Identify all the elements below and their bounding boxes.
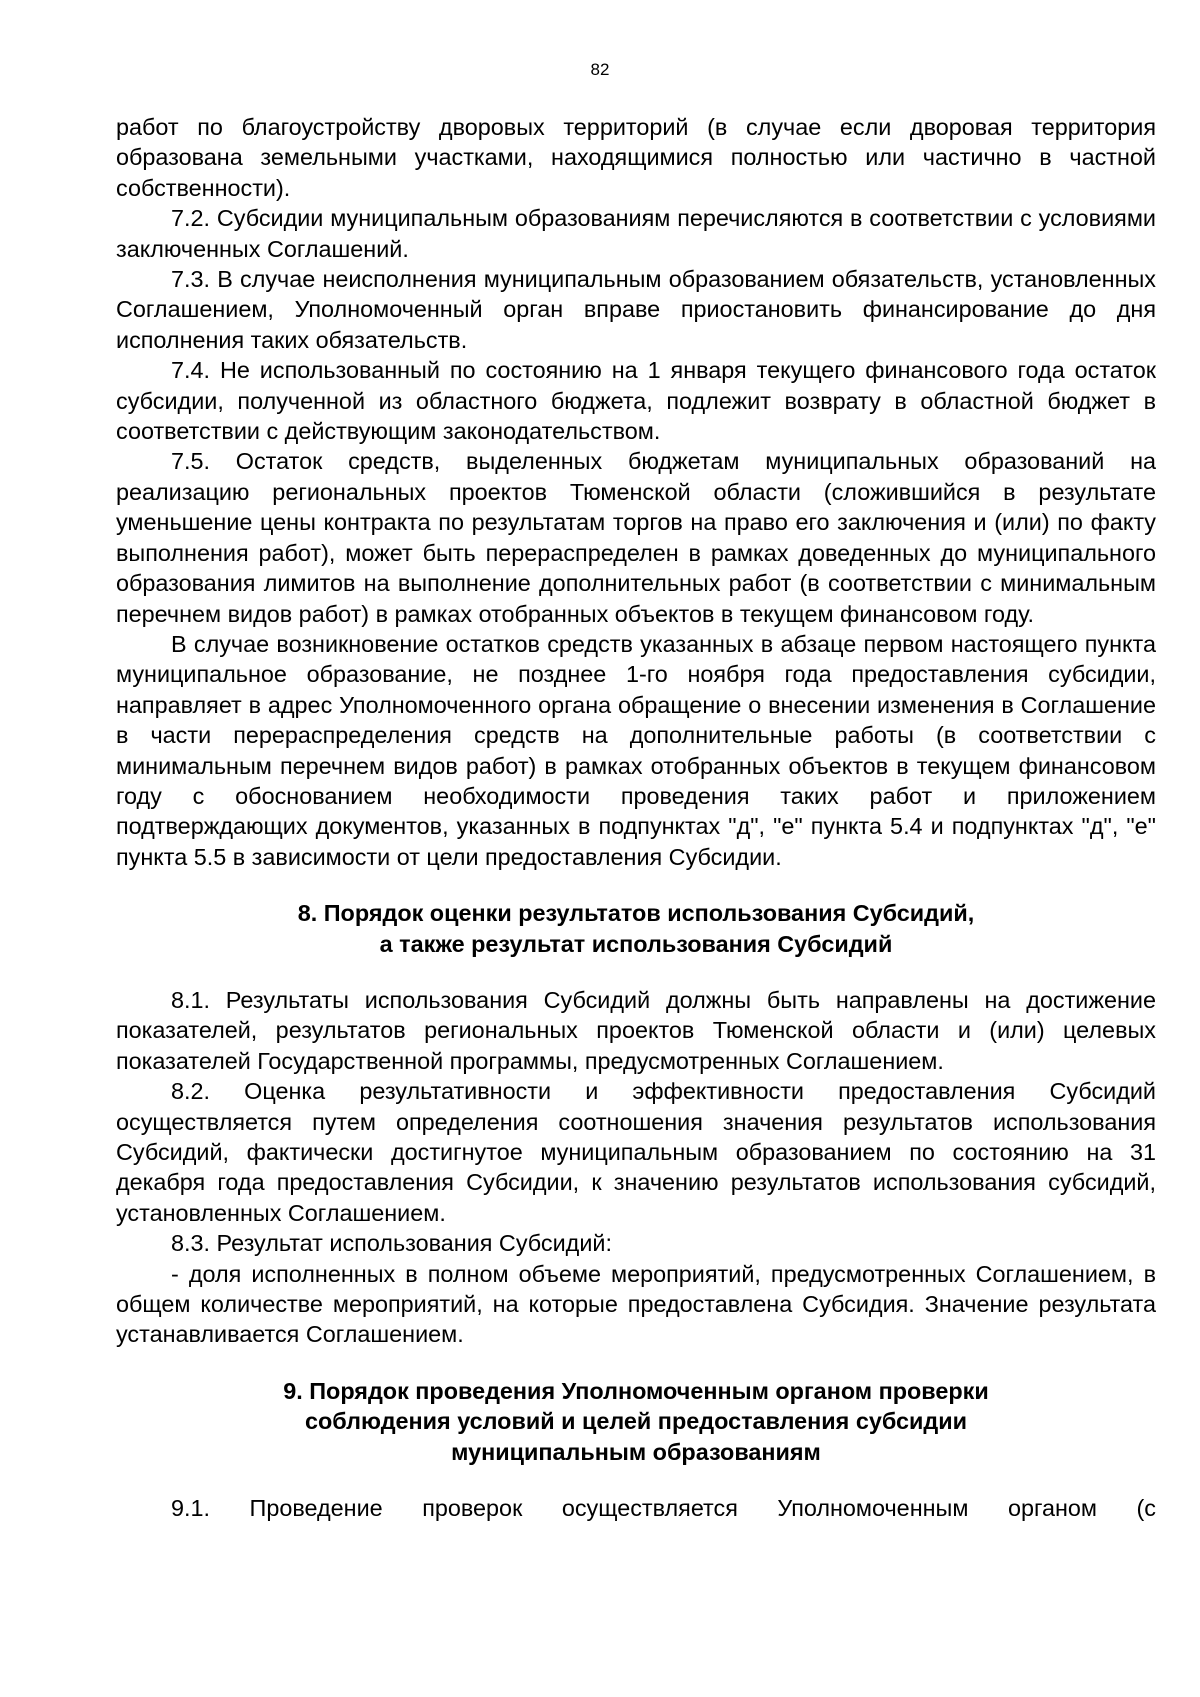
section-9-heading-line-1: 9. Порядок проведения Уполномоченным органом проверки [283,1377,989,1404]
paragraph-7-5-second: В случае возникновение остатков средств указанных в абзаце первом настоящего пункта муниципальное образование, не позднее 1-го ноября года предоставления субсидии, направляет в адрес Уполномоченного органа обращение о внесении изменения в Соглашение в части перераспределения средств на дополнительные работы (в соответствии с минимальным перечнем видов работ) в рамках отобранных объектов в текущем финансовом году с обоснованием необходимости проведения таких работ и приложением подтверждающих документов, указанных в подпунктах "д", "е" пункта 5.4 и подпунктах "д", "е" пункта 5.5 в зависимости от цели предоставления Субсидии. [116,630,1156,870]
section-9-heading-line-3: муниципальным образованиям [451,1438,821,1465]
section-8-heading [116,898,1156,959]
paragraph-7-5: 7.5. Остаток средств, выделенных бюджетам муниципальных образований на реализацию региональных проектов Тюменской области (сложившийся в результате уменьшение цены контракта по результатам торгов на право его заключения и (или) по факту выполнения работ), может быть перераспределен в рамках доведенных до муниципального образования лимитов на выполнение дополнительных работ (в соответствии с минимальным перечнем видов работ) в рамках отобранных объектов в текущем финансовом году. [116,448,1156,627]
paragraph-7-3: 7.3. В случае неисполнения муниципальным образованием обязательств, установленных Соглашением, Уполномоченный орган вправе приостановить финансирование до дня исполнения таких обязательств. [116,266,1156,353]
paragraph-continuation: работ по благоустройству дворовых территорий (в случае если дворовая территория образована земельными участками, находящимися полностью или частично в частной собственности). [116,114,1156,201]
paragraph-8-3: 8.3. Результат использования Субсидий: [171,1230,612,1257]
paragraph-7-2: 7.2. Субсидии муниципальным образованиям перечисляются в соответствии с условиями заключенных Соглашений. [116,205,1156,262]
paragraph-8-1: 8.1. Результаты использования Субсидий должны быть направлены на достижение показателей, результатов региональных проектов Тюменской области и (или) целевых показателей Государственной программы, предусмотренных Соглашением. [116,986,1156,1074]
page-number: 82 [590,60,610,79]
section-8-heading-line-1: 8. Порядок оценки результатов использования Субсидий, [297,900,975,927]
document-body [116,112,1156,1523]
paragraph-8-2: 8.2. Оценка результативности и эффективности предоставления Субсидий осуществляется путем определения соотношения значения результатов использования Субсидий, фактически достигнутое муниципальным образованием по состоянию на 31 декабря года предоставления Субсидии, к значению результатов использования субсидий, установленных Соглашением. [116,1078,1156,1226]
section-8-heading-line-2: а также результат использования Субсидий [379,930,893,957]
paragraph-8-3-item: - доля исполненных в полном объеме мероприятий, предусмотренных Соглашением, в общем количестве мероприятий, на которые предоставлена Субсидия. Значение результата устанавливается Соглашением. [116,1260,1156,1348]
paragraph-9-1: 9.1. Проведение проверок осуществляется Уполномоченным органом (с [171,1495,1156,1522]
paragraph-7-4: 7.4. Не использованный по состоянию на 1 января текущего финансового года остаток субсидии, полученной из областного бюджета, подлежит возврату в областной бюджет в соответствии с действующим законодательством. [116,357,1156,445]
section-9-heading [116,1376,1156,1467]
section-9-heading-line-2: соблюдения условий и целей предоставления субсидии [305,1408,967,1435]
